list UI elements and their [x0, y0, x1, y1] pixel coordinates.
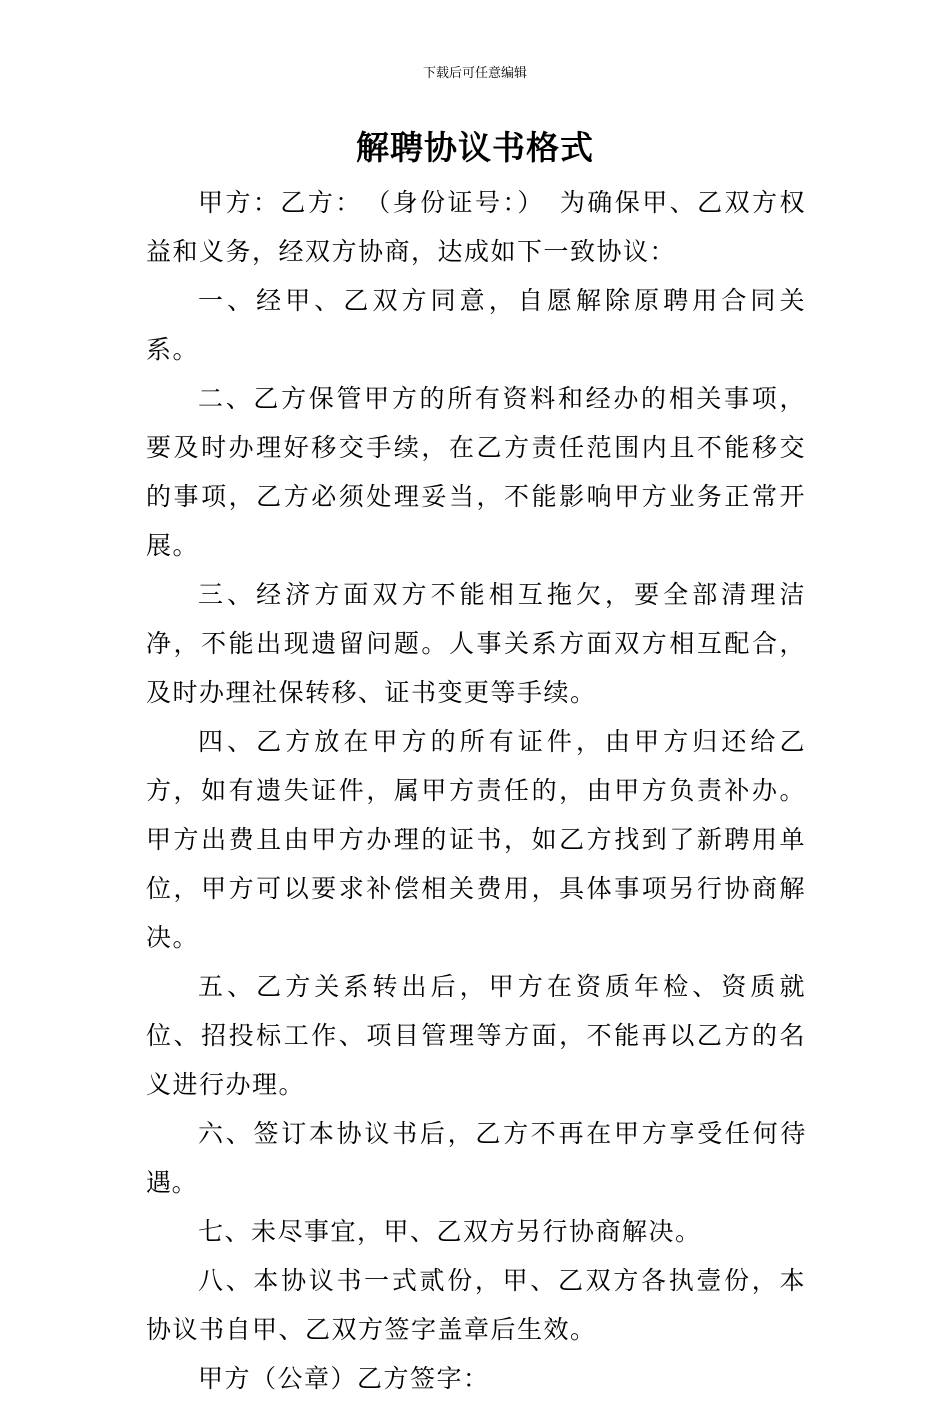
paragraph-clause-5: 五、乙方关系转出后，甲方在资质年检、资质就位、招投标工作、项目管理等方面，不能再以乙方的名义进行办理。: [146, 972, 806, 1099]
paragraph-clause-2: 二、乙方保管甲方的所有资料和经办的相关事项，要及时办理好移交手续，在乙方责任范围内且不能移交的事项，乙方必须处理妥当，不能影响甲方业务正常开展。: [146, 384, 806, 560]
paragraph-parties: 甲方：乙方： （身份证号：） 为确保甲、乙双方权益和义务，经双方协商，达成如下一致协议：: [146, 188, 806, 266]
paragraph-clause-3: 三、经济方面双方不能相互拖欠，要全部清理洁净，不能出现遗留问题。人事关系方面双方相互配合，及时办理社保转移、证书变更等手续。: [146, 580, 806, 707]
paragraph-clause-1: 一、经甲、乙双方同意，自愿解除原聘用合同关系。: [146, 286, 806, 364]
page-header-note: 下载后可任意编辑: [422, 66, 527, 81]
paragraph-signature-line: 甲方（公章）乙方签字：: [198, 1364, 490, 1393]
document-title: 解聘协议书格式: [356, 128, 594, 167]
document-body: [146, 178, 806, 1403]
paragraph-clause-7: 七、未尽事宜，甲、乙双方另行协商解决。: [198, 1217, 702, 1246]
paragraph-clause-6: 六、签订本协议书后，乙方不再在甲方享受任何待遇。: [146, 1119, 806, 1197]
paragraph-clause-8: 八、本协议书一式贰份，甲、乙双方各执壹份，本协议书自甲、乙双方签字盖章后生效。: [146, 1266, 806, 1344]
paragraph-clause-4: 四、乙方放在甲方的所有证件，由甲方归还给乙方，如有遗失证件，属甲方责任的，由甲方负责补办。甲方出费且由甲方办理的证书，如乙方找到了新聘用单位，甲方可以要求补偿相关费用，具体事项另行协商解决。: [146, 727, 806, 952]
